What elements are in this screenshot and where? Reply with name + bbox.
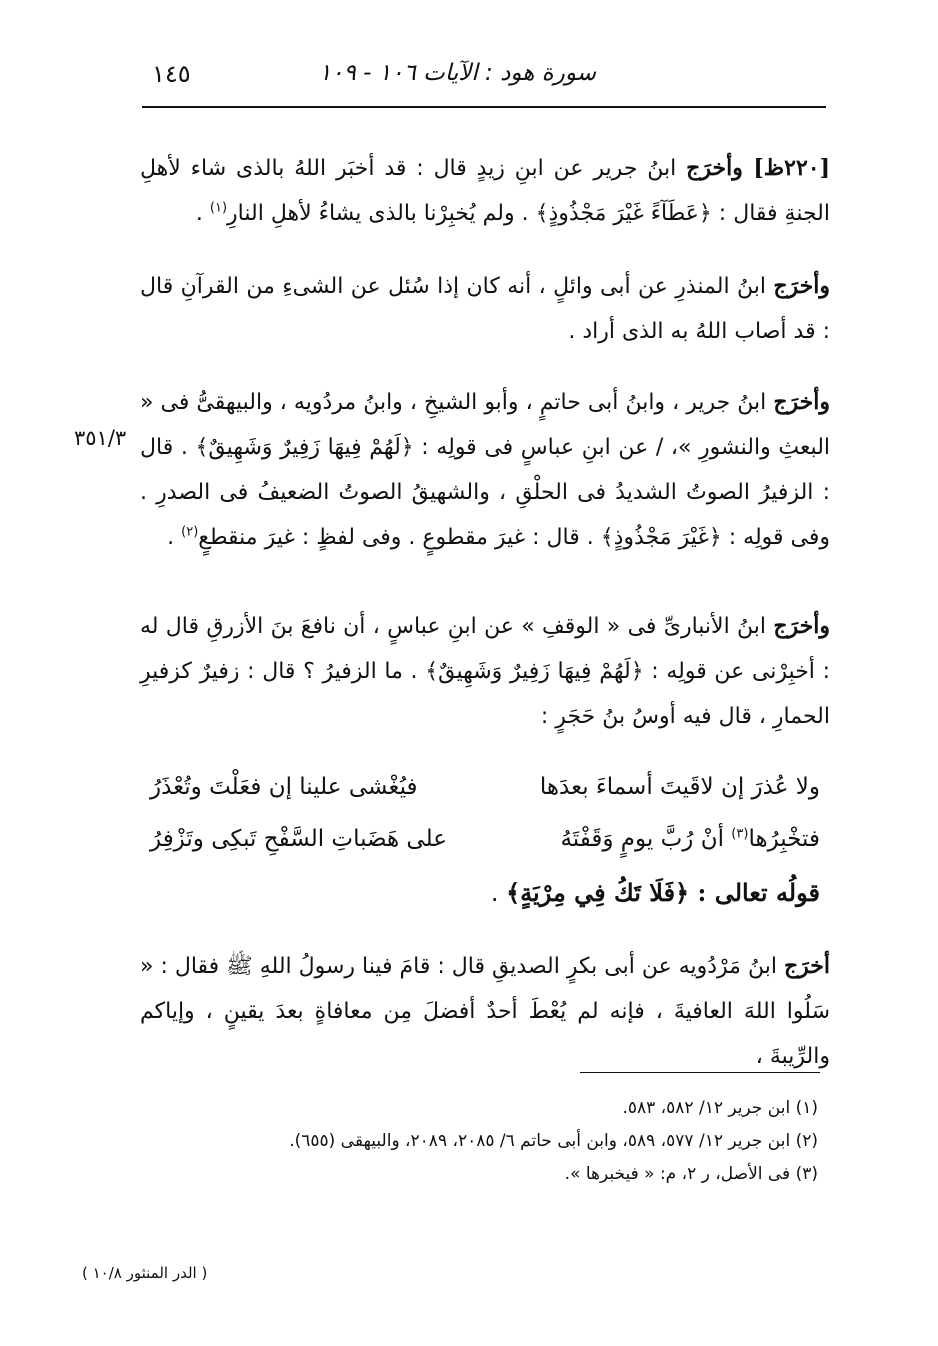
paragraph-lead: أخرَج	[783, 953, 830, 979]
paragraph-text: ابنُ المنذرِ عن أبى وائلٍ ، أنه كان إذا سُئل عن الشىءِ من القرآنِ قال : قد أصاب اللهُ به الذى أراد .	[140, 274, 830, 344]
paragraph-text: . ولم يُخبِرْنا بالذى يشاءُ لأهلِ النارِ	[227, 201, 536, 226]
paragraph-4	[140, 604, 830, 739]
margin-reference: ٣٥١/٣	[74, 426, 127, 450]
paragraph-3	[140, 380, 830, 560]
footnote-item: (٢) ابن جرير ١٢/ ٥٧٧، ٥٨٩، وابن أبى حاتم ٦/ ٢٠٨٥، ٢٠٨٩، والبيهقى (٦٥٥).	[289, 1131, 818, 1151]
paragraph-text: ابنُ مَرْدُويه عن أبى بكرٍ الصديقِ قال : قامَ فينا رسولُ اللهِ ﷺ فقال : « سَلُوا اللهَ العافيةَ ، فإنه لم يُعْطَ أحدٌ أفضلَ مِن معافاةٍ بعدَ يقينٍ ، وإياكم والرِّيبةَ ،	[139, 954, 830, 1069]
paragraph-text: ابنُ جرير ، وابنُ أبى حاتمٍ ، وأبو الشيخِ ، وابنُ مردُويه ، والبيهقىُّ فى « البعثِ والنشورِ »، / عن ابنِ عباسٍ فى قولِه :	[140, 390, 831, 460]
footnote-item: (١) ابن جرير ١٢/ ٥٨٢، ٥٨٣.	[622, 1098, 818, 1118]
poem-verse-2	[150, 826, 820, 872]
verse-word: فتخْبِرُها	[748, 826, 820, 852]
paragraph-end: .	[195, 201, 210, 226]
paragraph-lead: وأخرَج	[773, 389, 830, 415]
paragraph-text: ابنُ جرير عن ابنِ زيدٍ قال : قد أخبَر اللهُ بالذى شاء لأهلِ الجنةِ فقال :	[140, 156, 830, 226]
footnote-mark[interactable]: (٣)	[731, 826, 749, 842]
quran-quote: ﴿عَطَآءً غَيْرَ مَجْذُوذٍ﴾	[535, 201, 712, 226]
page-number: ١٤٥	[152, 60, 191, 88]
paragraph-lead: وأخرَج	[773, 273, 830, 299]
quran-quote: ﴿لَهُمْ فِيهَا زَفِيرٌ وَشَهِيقٌ﴾	[425, 659, 644, 684]
paragraph-lead: [٢٢٠ظ] وأخرَج	[686, 155, 831, 181]
footnote-item: (٣) فى الأصل، ر ٢، م: « فيخبرها ».	[564, 1164, 818, 1184]
paragraph-lead: وأخرَج	[773, 613, 830, 639]
verse-second-hemistich: فيُغْشى علينا إن فعَلْتَ وتُعْذَرُ	[150, 774, 418, 800]
heading-end: .	[490, 879, 507, 907]
source-note: ( الدر المنثور ١٠/٨ )	[82, 1264, 208, 1282]
heading-lead: قولُه تعالى :	[689, 878, 820, 907]
header-rule	[142, 106, 826, 108]
quran-quote: ﴿لَهُمْ فِيهَا زَفِيرٌ وَشَهِيقٌ﴾	[195, 435, 414, 460]
verse-word: أنْ رُبَّ يومٍ وَقَفْتَهُ	[560, 826, 732, 852]
quran-quote: ﴿غَيْرَ مَجْذُوذٍ﴾	[600, 525, 722, 550]
section-heading	[491, 878, 820, 907]
paragraph-end: .	[167, 525, 182, 550]
paragraph-text: . قال : غيرَ مقطوعٍ . وفى لفظٍ : غيرَ منقطعٍ	[198, 525, 601, 550]
quran-quote: ﴿فَلَا تَكُ فِي مِرْيَةٍ﴾	[506, 878, 690, 907]
paragraph-2	[140, 264, 830, 354]
footnote-mark[interactable]: (٢)	[181, 524, 199, 540]
verse-first-hemistich: ولا عُذرَ إن لاقَيتَ أسماءَ بعدَها	[539, 774, 820, 800]
paragraph-text: ابنُ الأنبارىِّ فى « الوقفِ » عن ابنِ عباسٍ ، أن نافعَ بنَ الأزرقِ قال له : أخبِرْنى عن قولِه :	[140, 614, 830, 684]
footnotes	[118, 1092, 818, 1191]
footnote-mark[interactable]: (١)	[209, 200, 228, 216]
paragraph-1	[140, 146, 830, 236]
paragraph-5	[140, 944, 830, 1079]
verse-second-hemistich: على هَضَباتِ السَّفْحِ تَبكِى وتَزْفِرُ	[150, 826, 447, 852]
verse-first-hemistich	[560, 826, 820, 852]
running-header	[142, 58, 826, 98]
footnote-rule	[580, 1072, 820, 1073]
paragraph-text: . قال : الزفيرُ الصوتُ الشديدُ فى الحلْقِ ، والشهيقُ الصوتُ الضعيفُ فى الصدرِ . وفى قولِه :	[140, 435, 830, 550]
header-title: سورة هود : الآيات ١٠٦ - ١٠٩	[318, 60, 596, 86]
paragraph-text: . ما الزفيرُ ؟ قال : زفيرٌ كزفيرِ الحمارِ ، قال فيه أوسُ بنُ حَجَرٍ :	[140, 659, 830, 729]
poem-verse-1	[150, 774, 820, 820]
